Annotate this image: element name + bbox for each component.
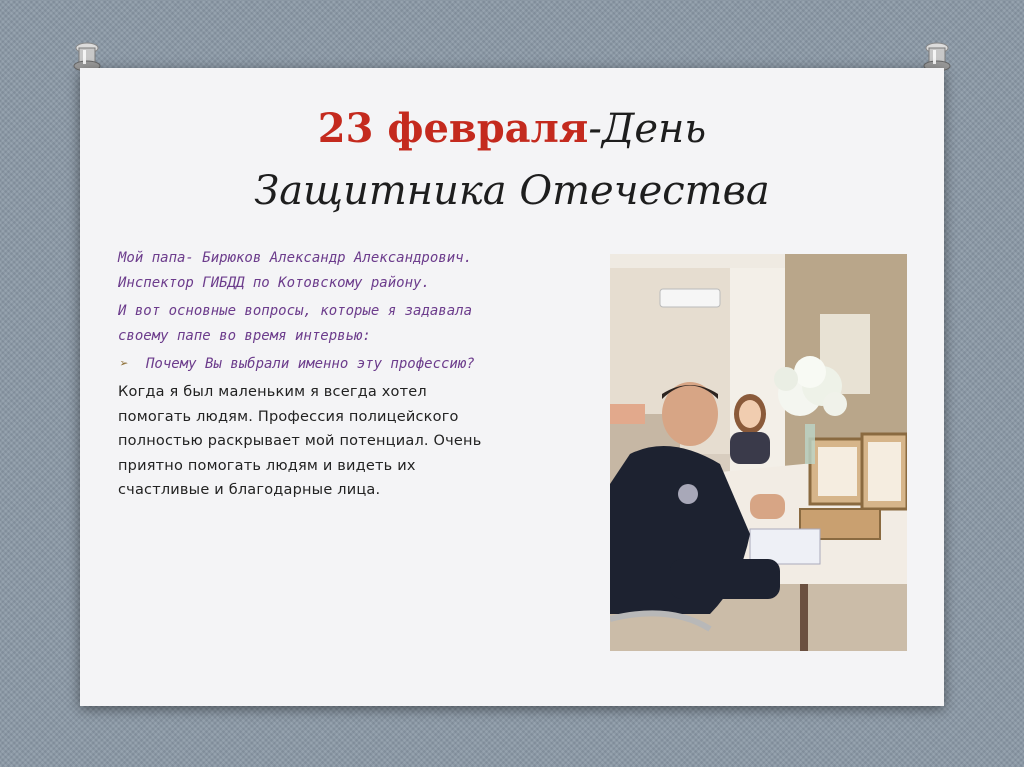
slide	[80, 68, 944, 706]
slide-body	[118, 246, 496, 506]
title-line-1: -День	[588, 106, 707, 152]
question-item	[118, 352, 496, 380]
question-text: Почему Вы выбрали именно эту профессию?	[146, 356, 475, 372]
slide-title	[80, 98, 944, 222]
lead-in-text: И вот основные вопросы, которые я задавала своему папе во время интервью:	[118, 303, 473, 344]
family-photo	[610, 254, 907, 651]
title-line-2: Защитника Отечества	[254, 168, 770, 214]
bullet-arrow-icon: ➢	[120, 356, 129, 372]
intro-text: Мой папа- Бирюков Александр Александрович. Инспектор ГИБДД по Котовскому району.	[118, 250, 473, 291]
answer-text: Когда я был маленьким я всегда хотел помогать людям. Профессия полицейского полностью раскрывает мой потенциал. Очень приятно помогать людям и видеть их счастливые и благодарные лица.	[118, 384, 482, 498]
title-date: 23 февраля	[317, 105, 589, 152]
